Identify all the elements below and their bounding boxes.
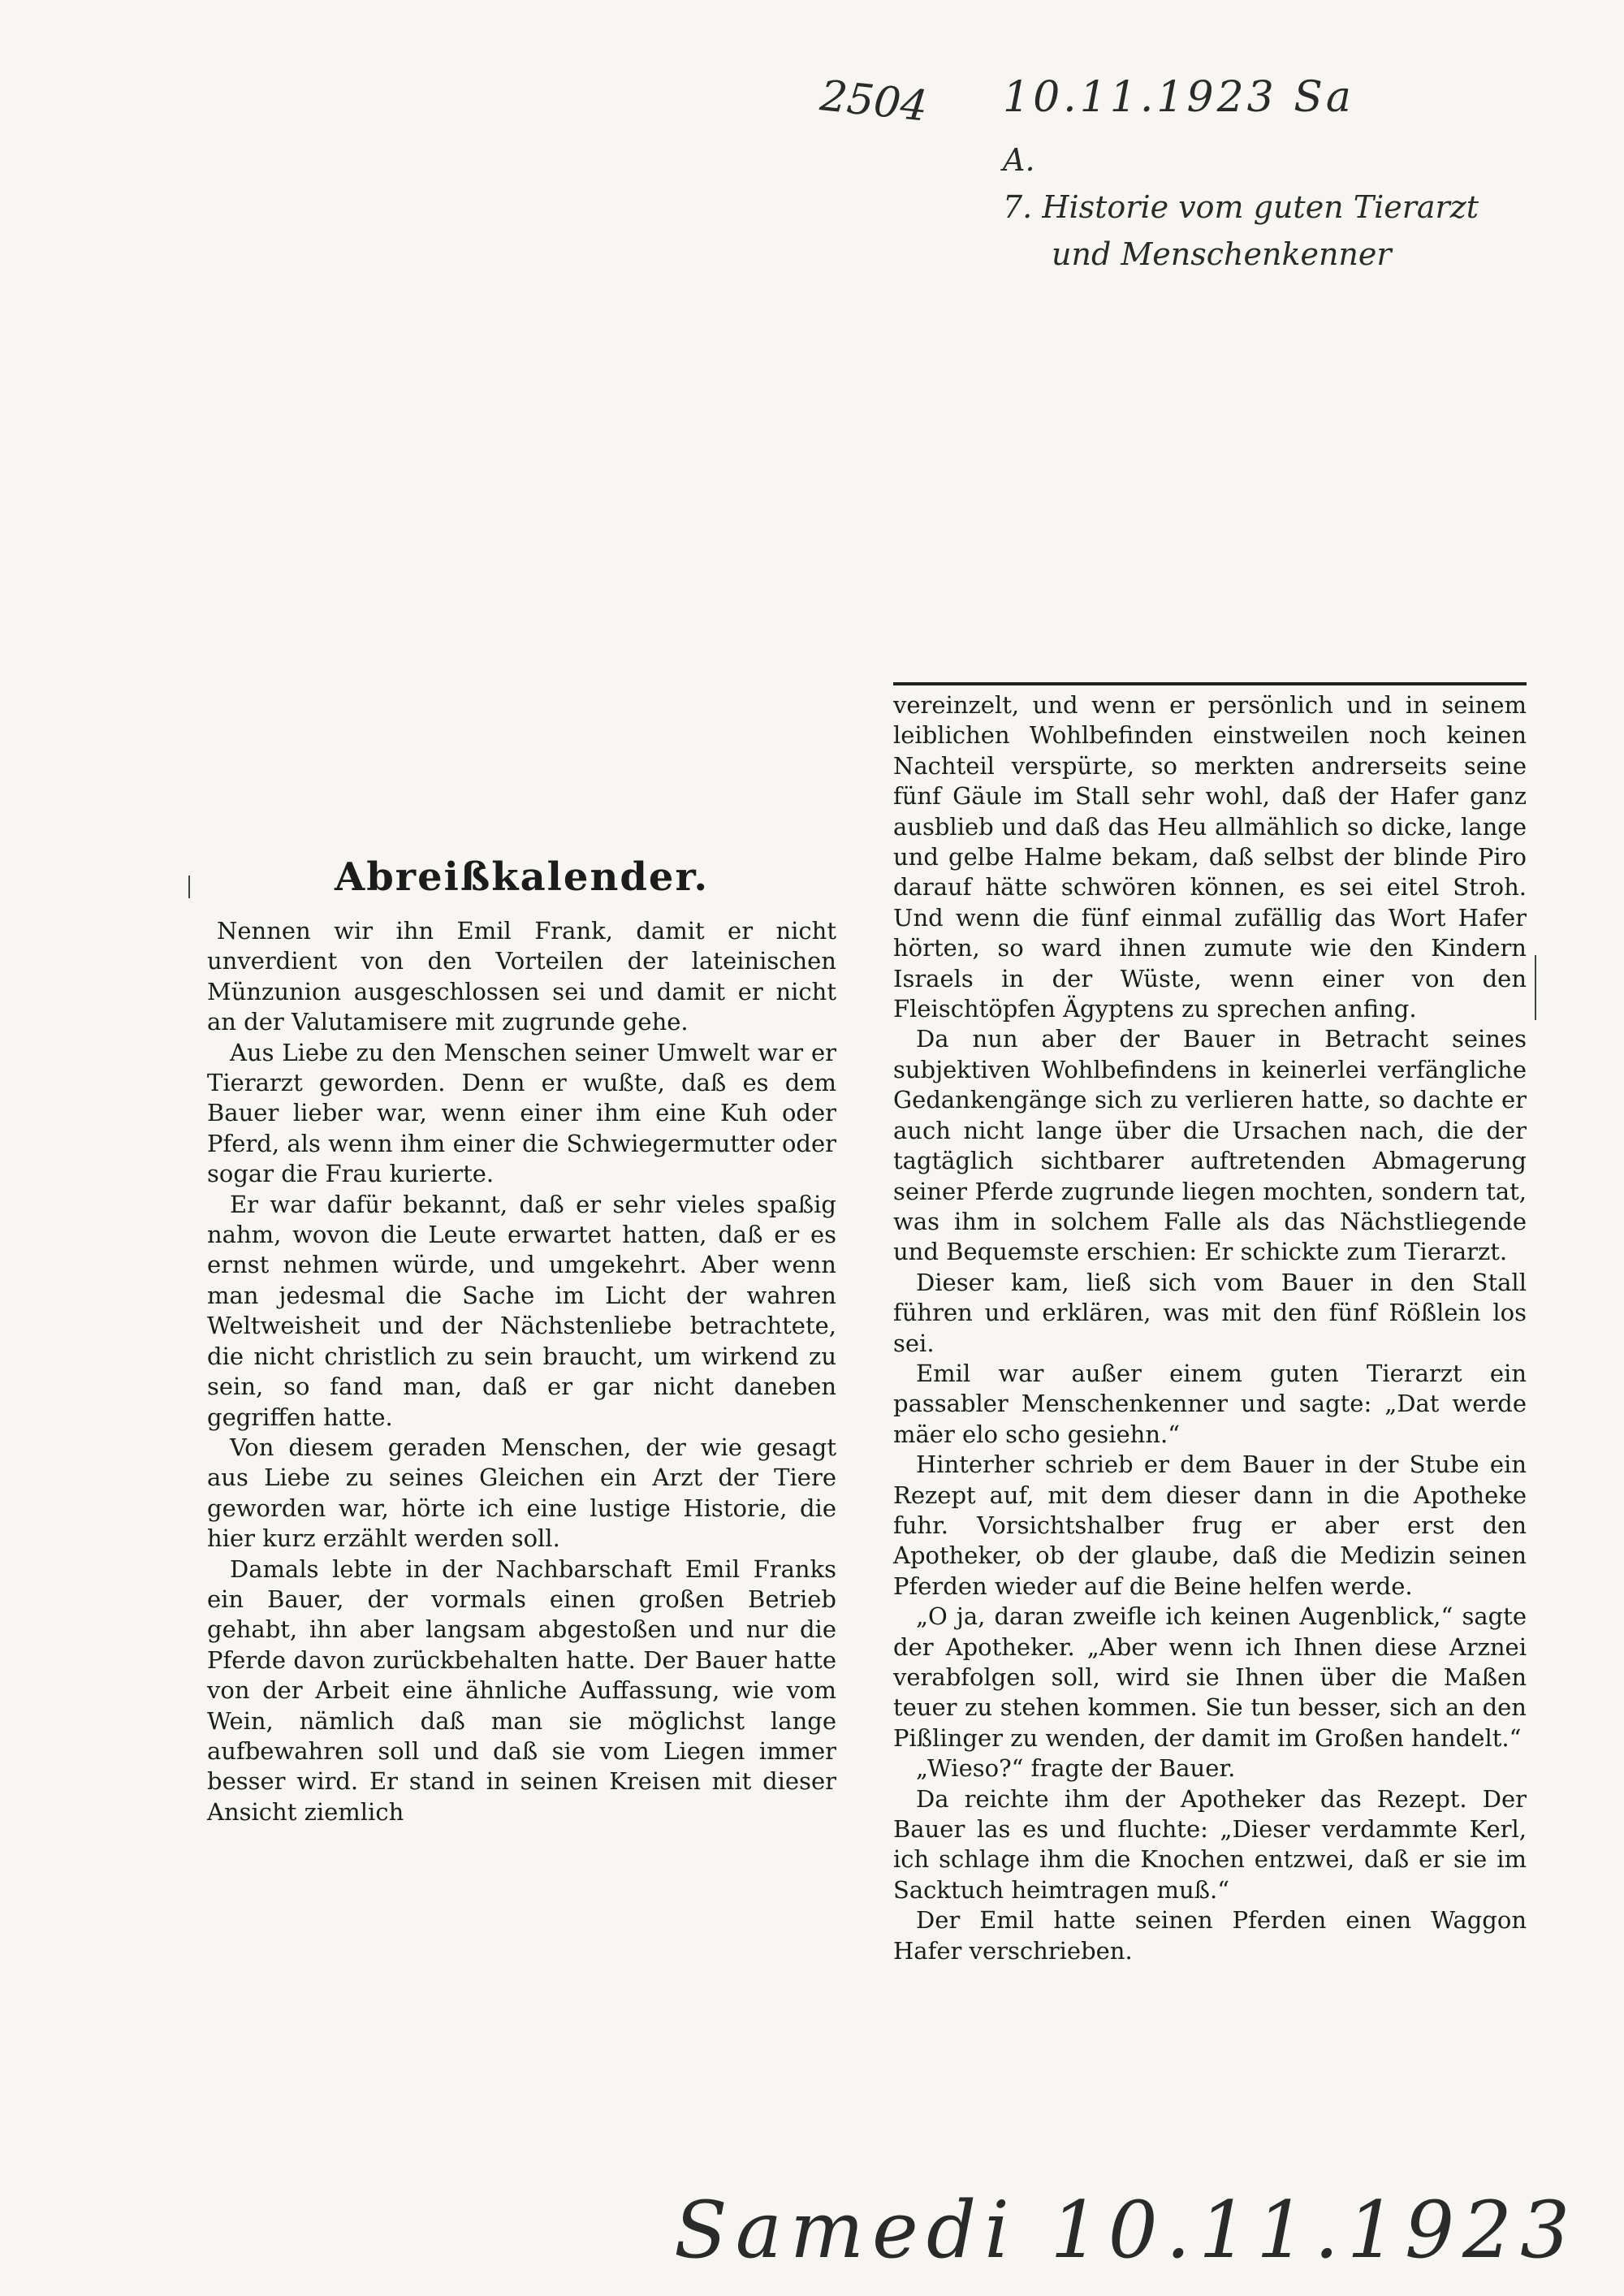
left-text-column xyxy=(207,916,836,1827)
paragraph: Der Emil hatte seinen Pferden einen Waggon Hafer verschrieben. xyxy=(893,1906,1527,1965)
right-text-column xyxy=(893,682,1527,1966)
paragraph: Da nun aber der Bauer in Betracht seines subjektiven Wohlbefindens in keinerlei verfängliche Gedankengänge sich zu verlieren hatte, so dachte er auch nicht lange über die Ursachen nach, die der tagtäglich sichtbarer auftretenden Abmagerung seiner Pferde zugrunde liegen mochten, sondern tat, was ihm in solchem Falle als das Nächstliegende und Bequemste erschien: Er schickte zum Tierarzt. xyxy=(893,1025,1527,1266)
archive-number: 2504 xyxy=(818,71,931,132)
paragraph: „O ja, daran zweifle ich keinen Augenblick,“ sagte der Apotheker. „Aber wenn ich Ihnen diese Arznei verabfolgen soll, wird sie Ihnen über die Maßen teuer zu stehen kommen. Sie tun besser, sich an den Pißlinger zu wenden, der damit im Großen handelt.“ xyxy=(893,1602,1527,1752)
clipping-edge-mark xyxy=(188,876,190,898)
article-title: Abreißkalender. xyxy=(334,854,710,900)
paragraph: Er war dafür bekannt, daß er sehr vieles spaßig nahm, wovon die Leute erwartet hatten, daß er es ernst nehmen würde, und umgekehrt. Aber wenn man jedesmal die Sache im Licht der wahren Weltweisheit und der Nächstenliebe betrachtete, die nicht christlich zu sein braucht, um wirkend zu sein, so fand man, daß er gar nicht daneben gegriffen hatte. xyxy=(207,1190,836,1431)
paragraph: Hinterher schrieb er dem Bauer in der Stube ein Rezept auf, mit dem dieser dann in die Apotheke fuhr. Vorsichtshalber frug er aber erst den Apotheker, ob der glaube, daß die Medizin seinen Pferden wieder auf die Beine helfen werde. xyxy=(893,1451,1527,1600)
paragraph: „Wieso?“ fragte der Bauer. xyxy=(916,1754,1236,1783)
handwritten-bottom-date: Samedi 10.11.1923 xyxy=(674,2185,1579,2276)
paragraph: Da reichte ihm der Apotheker das Rezept. Der Bauer las es und fluchte: „Dieser verdammte Kerl, ich schlage ihm die Knochen entzwei, daß er sie im Sacktuch heimtragen muß.“ xyxy=(893,1784,1527,1904)
paragraph: vereinzelt, und wenn er persönlich und in seinem leiblichen Wohlbefinden einstweilen noch keinen Nachteil verspürte, so merkten andrerseits seine fünf Gäule im Stall sehr wohl, daß der Hafer ganz ausblieb und daß das Heu allmählich so dicke, lange und gelbe Halme bekam, daß selbst der blinde Piro darauf hätte schwören können, es sei eitel Stroh. Und wenn die fünf einmal zufällig das Wort Hafer hörten, so ward ihnen zumute wie den Kindern Israels in der Wüste, wenn einer von den Fleischtöpfen Ägyptens zu sprechen anfing. xyxy=(893,691,1527,1023)
clipping-edge-mark xyxy=(1535,955,1536,1020)
paragraph: Nennen wir ihn Emil Frank, damit er nicht unverdient von den Vorteilen der lateinischen Münzunion ausgeschlossen sei und damit er nicht an der Valutamisere mit zugrunde gehe. xyxy=(207,917,836,1036)
note-line-1: A. xyxy=(1003,142,1035,178)
handwritten-date: 10.11.1923 Sa xyxy=(1003,73,1354,122)
paragraph: Aus Liebe zu den Menschen seiner Umwelt war er Tierarzt geworden. Denn er wußte, daß es dem Bauer lieber war, wenn einer ihm eine Kuh oder Pferd, als wenn ihm einer die Schwiegermutter oder sogar die Frau kurierte. xyxy=(207,1038,836,1188)
paragraph: Emil war außer einem guten Tierarzt ein passabler Menschenkenner und sagte: „Dat werde mäer elo scho gesiehn.“ xyxy=(893,1359,1527,1448)
paragraph: Von diesem geraden Menschen, der wie gesagt aus Liebe zu seines Gleichen ein Arzt der Tiere geworden war, hörte ich eine lustige Historie, die hier kurz erzählt werden soll. xyxy=(207,1433,836,1553)
paragraph: Damals lebte in der Nachbarschaft Emil Franks ein Bauer, der vormals einen großen Betrieb gehabt, ihn aber langsam abgestoßen und nur die Pferde davon zurückbehalten hatte. Der Bauer hatte von der Arbeit eine ähnliche Auffassung, wie vom Wein, nämlich daß man sie möglichst lange aufbewahren soll und daß sie vom Liegen immer besser wird. Er stand in seinen Kreisen mit dieser Ansicht ziemlich xyxy=(207,1554,836,1826)
note-line-3: und Menschenkenner xyxy=(1052,236,1392,272)
note-line-2: 7. Historie vom guten Tierarzt xyxy=(1003,189,1479,225)
paragraph: Dieser kam, ließ sich vom Bauer in den Stall führen und erklären, was mit den fünf Rößlein los sei. xyxy=(893,1268,1527,1357)
handwritten-note xyxy=(1003,136,1479,278)
